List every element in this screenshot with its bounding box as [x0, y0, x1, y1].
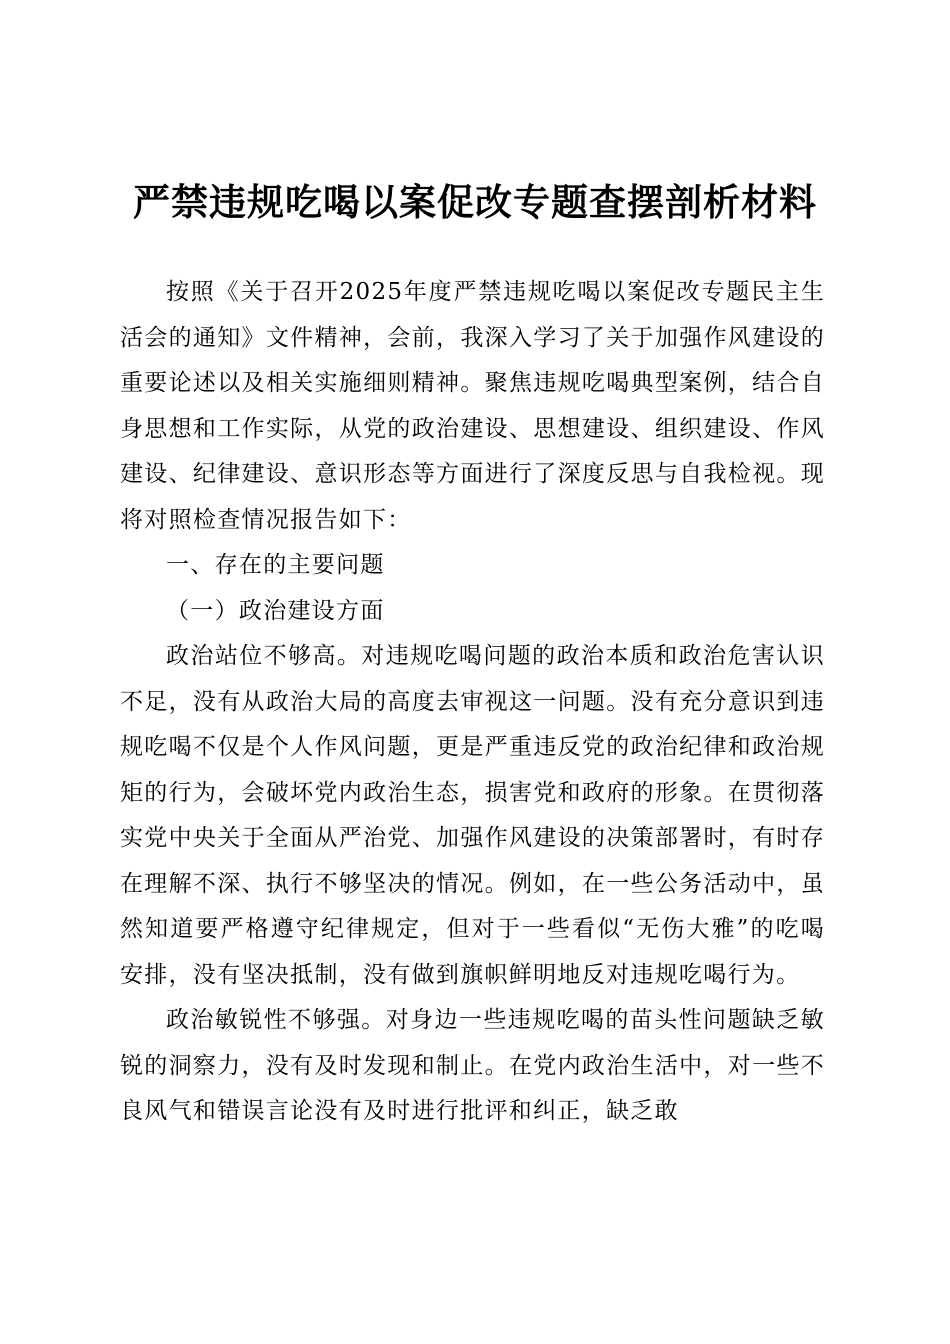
intro-paragraph: 按照《关于召开2025年度严禁违规吃喝以案促改专题民主生活会的通知》文件精神，会前，我深入学习了关于加强作风建设的重要论述以及相关实施细则精神。聚焦违规吃喝典型案例，结合自身思想和工作实际，从党的政治建设、思想建设、组织建设、作风建设、纪律建设、意识形态等方面进行了深度反思与自我检视。现将对照检查情况报告如下：: [120, 279, 825, 533]
body-paragraph: 政治敏锐性不够强。对身边一些违规吃喝的苗头性问题缺乏敏锐的洞察力，没有及时发现和制止。在党内政治生活中，对一些不良风气和错误言论没有及时进行批评和纠正，缺乏敢: [120, 1007, 825, 1124]
subsection-heading: （一）政治建设方面: [166, 597, 385, 624]
section-heading: 一、存在的主要问题: [166, 552, 385, 578]
document-body: [120, 270, 825, 1135]
document-title: 严禁违规吃喝以案促改专题查摆剖析材料: [133, 180, 817, 224]
body-paragraph: 政治站位不够高。对违规吃喝问题的政治本质和政治危害认识不足，没有从政治大局的高度去审视这一问题。没有充分意识到违规吃喝不仅是个人作风问题，更是严重违反党的政治纪律和政治规矩的行为，会破坏党内政治生态，损害党和政府的形象。在贯彻落实党中央关于全面从严治党、加强作风建设的决策部署时，有时存在理解不深、执行不够坚决的情况。例如，在一些公务活动中，虽然知道要严格遵守纪律规定，但对于一些看似“无伤大雅”的吃喝安排，没有坚决抵制，没有做到旗帜鲜明地反对违规吃喝行为。: [120, 643, 825, 988]
